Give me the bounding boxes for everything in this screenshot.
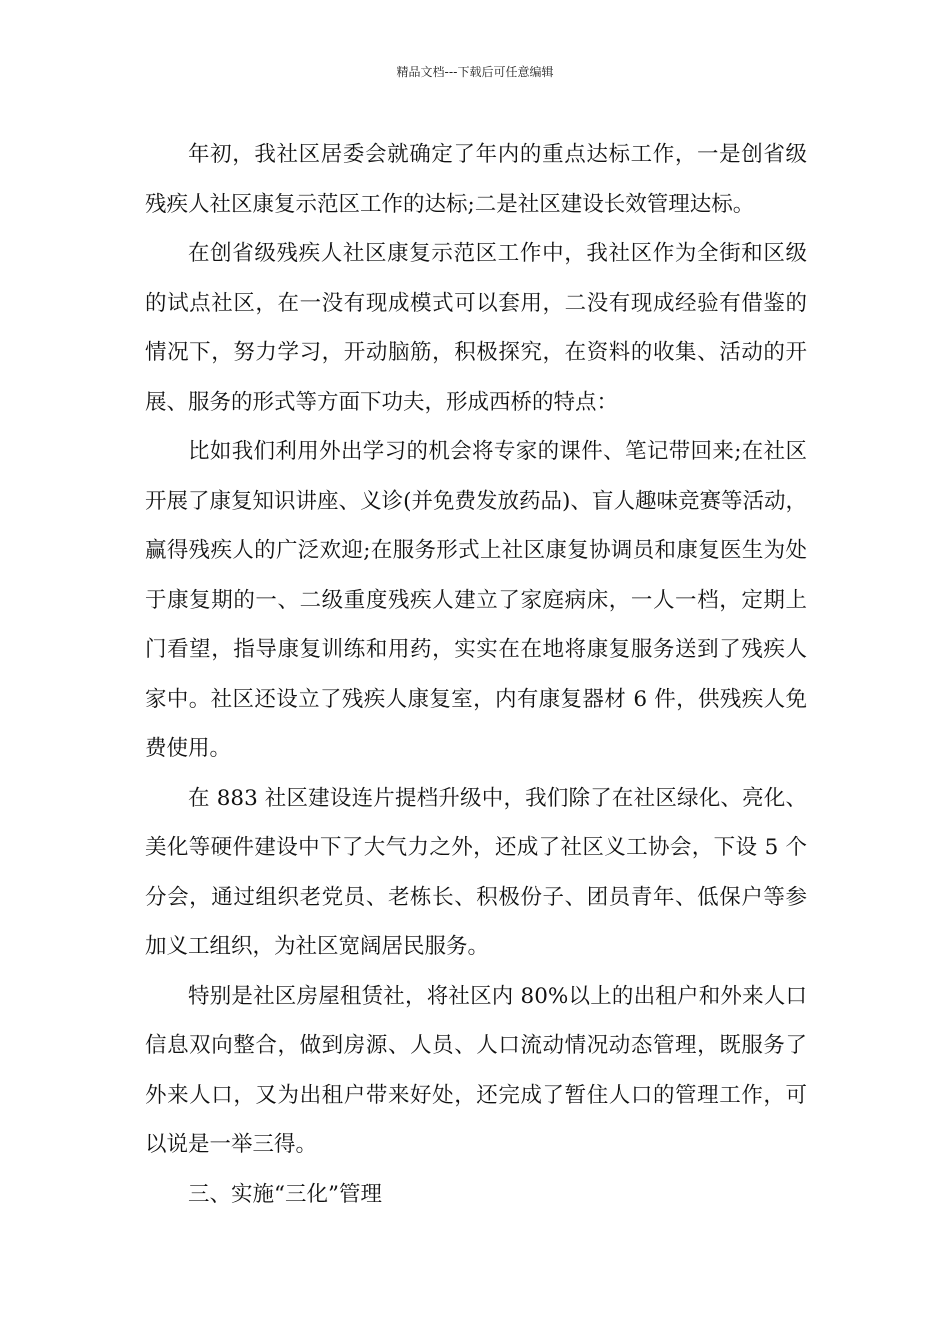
paragraph-1: 年初，我社区居委会就确定了年内的重点达标工作，一是创省级残疾人社区康复示范区工作的达标;二是社区建设长效管理达标。 bbox=[145, 142, 807, 217]
page-header: 精品文档---下载后可任意编辑 bbox=[396, 65, 554, 79]
section-heading: 三、实施“三化”管理 bbox=[188, 1181, 382, 1207]
paragraph-4: 在 883 社区建设连片提档升级中，我们除了在社区绿化、亮化、美化等硬件建设中下了大气力之外，还成了社区义工协会，下设 5 个分会，通过组织老党员、老栋长、积极份子、团员青年、低保户等参加义工组织，为社区宽阔居民服务。 bbox=[145, 785, 807, 959]
paragraph-5: 特别是社区房屋租赁社，将社区内 80%以上的出租户和外来人口信息双向整合，做到房源、人员、人口流动情况动态管理，既服务了外来人口，又为出租户带来好处，还完成了暂住人口的管理工作，可以说是一举三得。 bbox=[145, 983, 807, 1157]
paragraph-3: 比如我们利用外出学习的机会将专家的课件、笔记带回来;在社区开展了康复知识讲座、义诊(并免费发放药品)、盲人趣味竞赛等活动，赢得残疾人的广泛欢迎;在服务形式上社区康复协调员和康复医生为处于康复期的一、二级重度残疾人建立了家庭病床，一人一档，定期上门看望，指导康复训练和用药，实实在在地将康复服务送到了残疾人家中。社区还设立了残疾人康复室，内有康复器材 6 件，供残疾人免费使用。 bbox=[145, 439, 807, 761]
paragraph-2: 在创省级残疾人社区康复示范区工作中，我社区作为全街和区级的试点社区，在一没有现成模式可以套用，二没有现成经验有借鉴的情况下，努力学习，开动脑筋，积极探究，在资料的收集、活动的开展、服务的形式等方面下功夫，形成西桥的特点： bbox=[145, 241, 807, 415]
document-body bbox=[145, 130, 807, 1219]
